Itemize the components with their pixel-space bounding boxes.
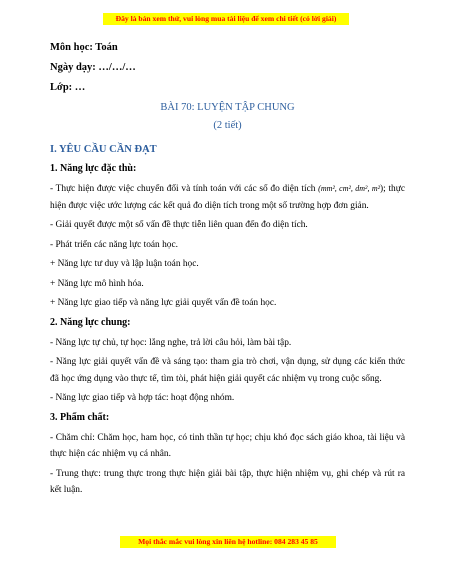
document-body [50, 38, 405, 499]
subheading-general-competence: 2. Năng lực chung: [50, 316, 131, 328]
paragraph: - Giải quyết được một số vấn đề thực tiễn liên quan đến đo diện tích. [50, 220, 308, 230]
paragraph: - Năng lực giao tiếp và hợp tác: hoạt động nhóm. [50, 393, 235, 403]
paragraph-text: ); thực hiện được việc ước lượng các kết quả đo diện tích trong một số trường hợp đơn giản. [50, 184, 405, 211]
area-units: (mm², cm², dm², m² [318, 184, 380, 193]
subheading-specific-competence: 1. Năng lực đặc thù: [50, 163, 137, 174]
hotline-footer: Mọi thắc mắc vui lòng xin liên hệ hotline: 084 283 45 85 [120, 536, 336, 548]
date-line: Ngày dạy: …/…/… [50, 62, 136, 73]
subject-line: Môn học: Toán [50, 42, 118, 53]
paragraph-text: - Thực hiện được việc chuyển đổi và tính toán với các số đo diện tích [50, 184, 316, 194]
preview-banner: Đây là bản xem thử, vui lòng mua tài liệu để xem chi tiết (có lời giải) [103, 13, 349, 25]
paragraph: - Chăm chỉ: Chăm học, ham học, có tinh thần tự học; chịu khó đọc sách giáo khoa, tài liệu và thực hiện các nhiệm vụ cá nhân. [50, 432, 405, 459]
paragraph: + Năng lực giao tiếp và năng lực giải quyết vấn đề toán học. [50, 298, 277, 308]
paragraph: - Phát triển các năng lực toán học. [50, 239, 178, 250]
lesson-title: BÀI 70: LUYỆN TẬP CHUNG [160, 102, 295, 113]
class-line: Lớp: … [50, 82, 86, 93]
paragraph [50, 181, 405, 214]
paragraph: + Năng lực mô hình hóa. [50, 278, 144, 289]
paragraph: - Năng lực giải quyết vấn đề và sáng tạo: tham gia trò chơi, vận dụng, sử dụng các kiến thức đã học ứng dụng vào thực tế, tìm tòi, phát hiện giải quyết các nhiệm vụ trong cuộc sống. [50, 357, 405, 384]
lesson-duration: (2 tiết) [213, 120, 242, 131]
paragraph: + Năng lực tư duy và lập luận toán học. [50, 259, 199, 269]
subheading-qualities: 3. Phẩm chất: [50, 411, 110, 423]
paragraph: - Năng lực tự chủ, tự học: lắng nghe, trả lời câu hỏi, làm bài tập. [50, 337, 292, 348]
section-heading-requirements: I. YÊU CẦU CẦN ĐẠT [50, 144, 157, 155]
paragraph: - Trung thực: trung thực trong thực hiện giải bài tập, thực hiện nhiệm vụ, ghi chép và rút ra kết luận. [50, 468, 405, 495]
